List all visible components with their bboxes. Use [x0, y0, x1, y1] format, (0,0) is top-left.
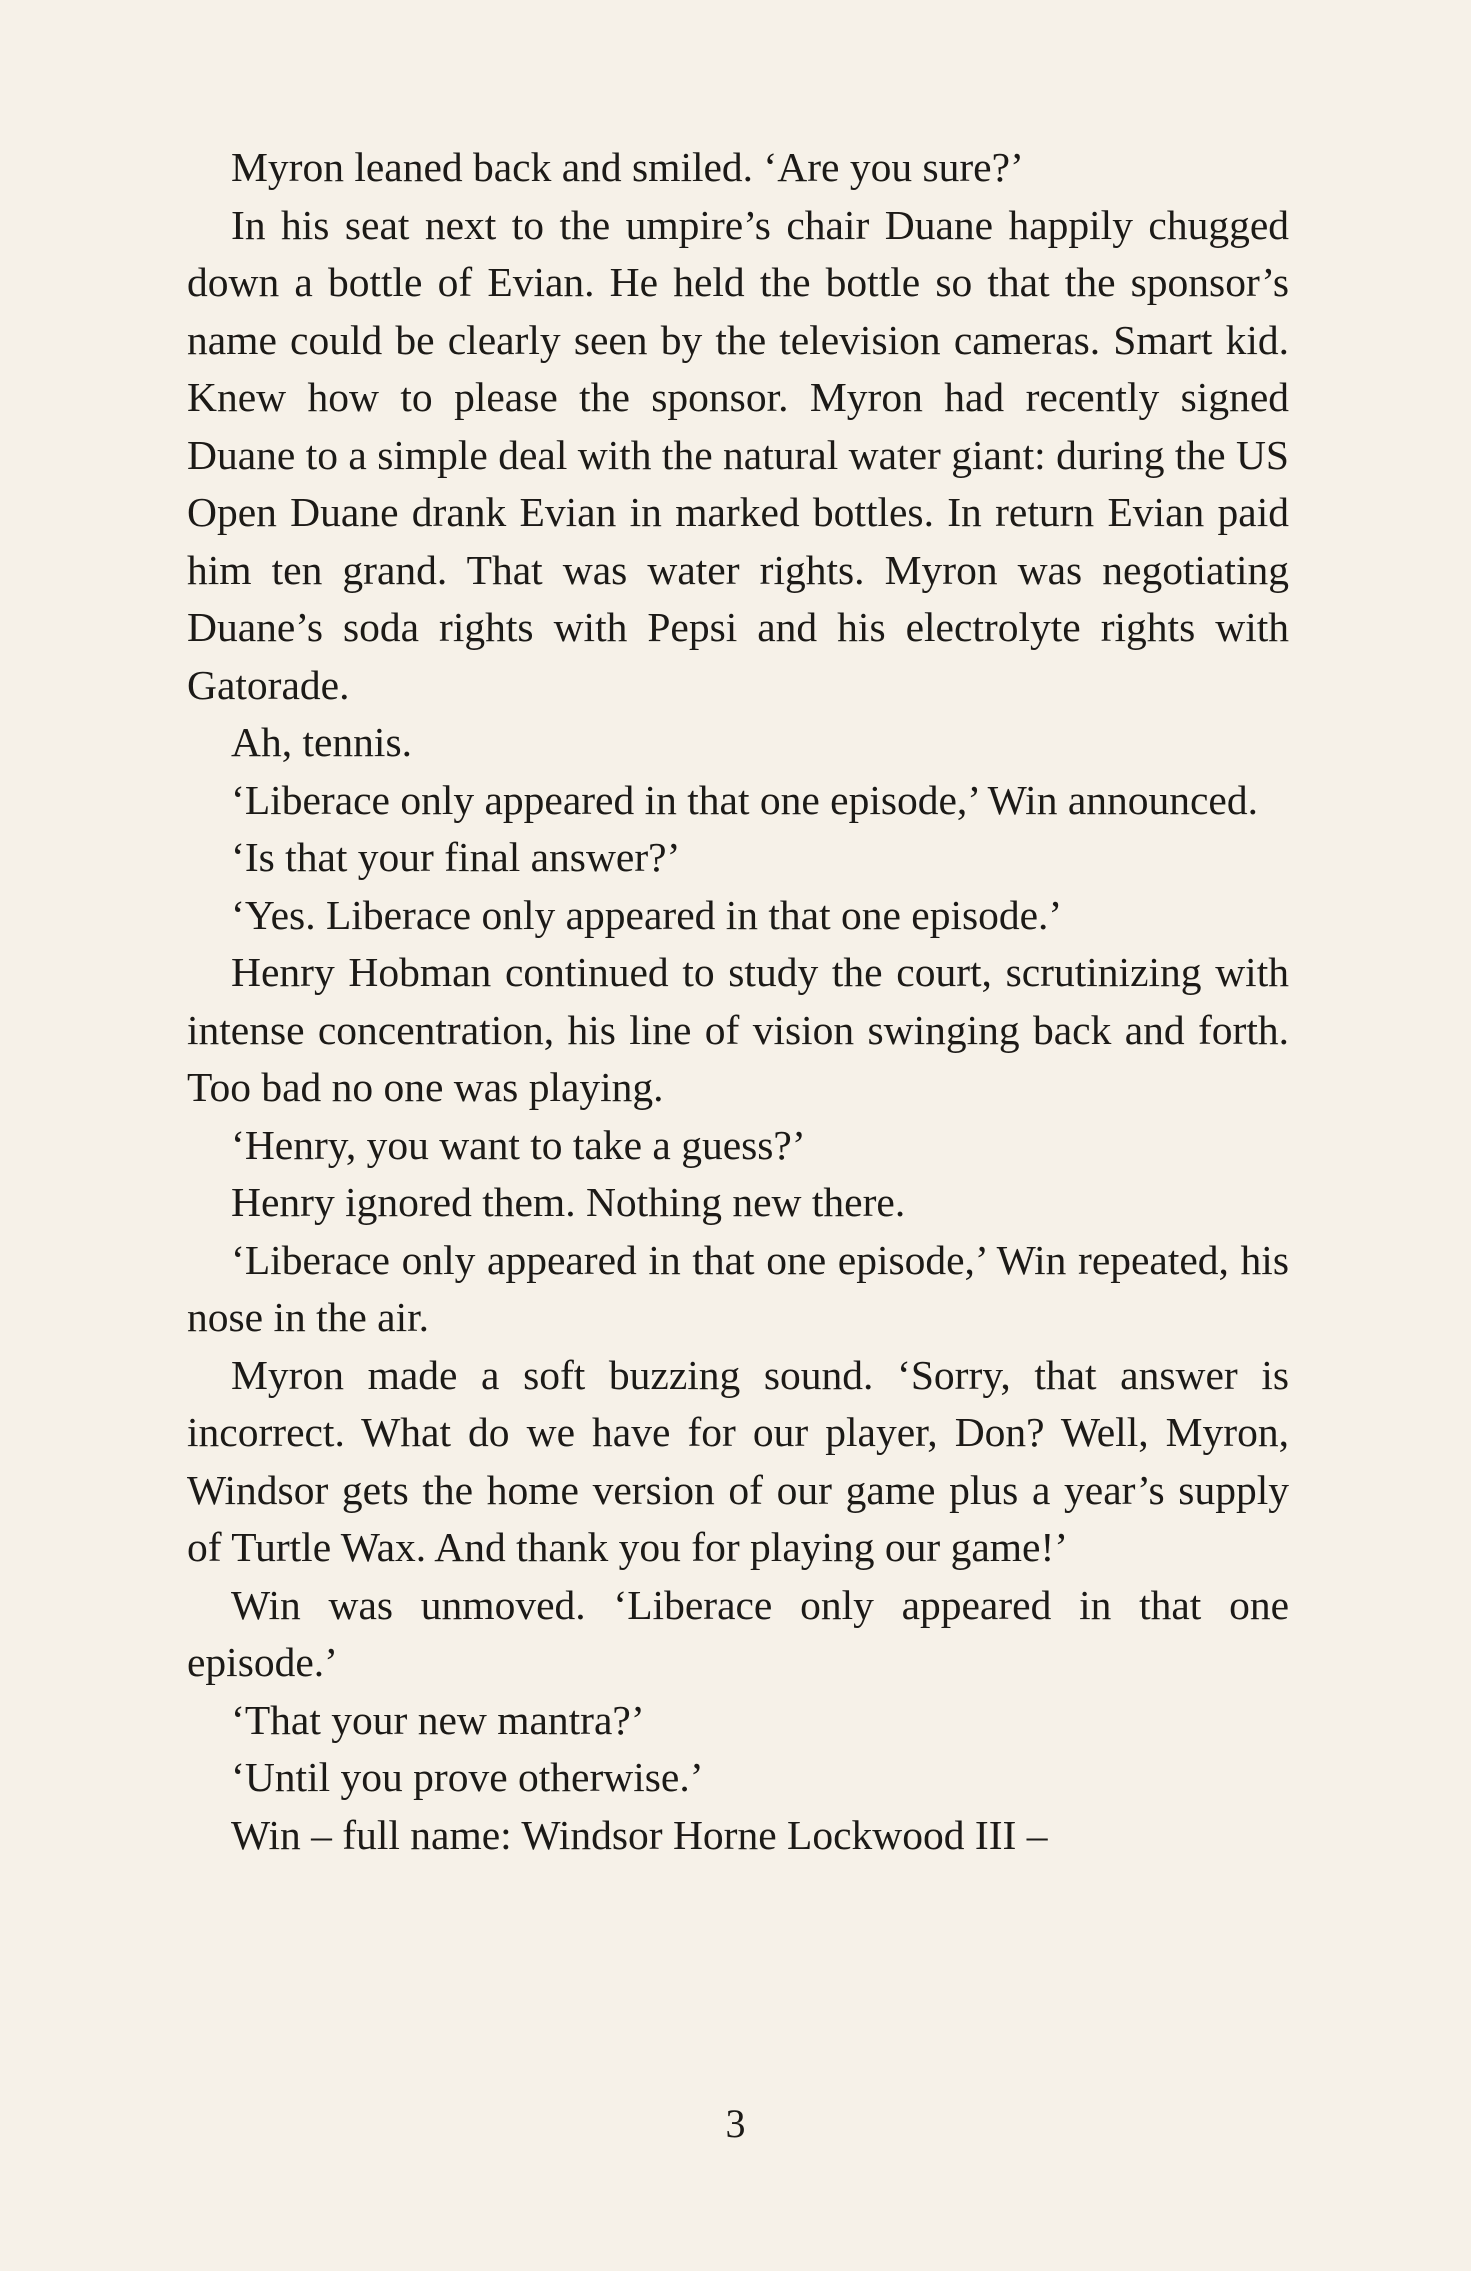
paragraph: ‘Yes. Liberace only appeared in that one episode.’ [231, 891, 1063, 938]
paragraph: ‘Is that your final answer?’ [231, 834, 681, 880]
paragraph: ‘Liberace only appeared in that one episode,’ Win announced. [231, 776, 1258, 823]
body-text [187, 139, 1289, 1864]
paragraph: Win – full name: Windsor Horne Lockwood III – [231, 1811, 1048, 1858]
paragraph: Myron leaned back and smiled. ‘Are you sure?’ [231, 144, 1024, 190]
paragraph: In his seat next to the umpire’s chair Duane happily chugged down a bottle of Evian. He held the bottle so that the sponsor’s name could be clearly seen by the television cameras. Smart kid. Knew how to please the sponsor. Myron had recently signed Duane to a simple deal with the natural water giant: during the US Open Duane drank Evian in marked bottles. In return Evian paid him ten grand. That was water rights. Myron was negotiating Duane’s soda rights with Pepsi and his electrolyte rights with Gatorade. [187, 201, 1289, 708]
paragraph: Win was unmoved. ‘Liberace only appeared in that one episode.’ [187, 1581, 1289, 1685]
paragraph: ‘Liberace only appeared in that one episode,’ Win repeated, his nose in the air. [187, 1236, 1289, 1340]
paragraph: Henry Hobman continued to study the court, scrutinizing with intense concentration, his line of vision swinging back and forth. Too bad no one was playing. [187, 949, 1289, 1110]
paragraph: ‘Until you prove otherwise.’ [231, 1754, 704, 1800]
paragraph: Myron made a soft buzzing sound. ‘Sorry, that answer is incorrect. What do we have for our player, Don? Well, Myron, Windsor gets the home version of our game plus a year’s supply of Turtle Wax. And thank you for playing our game!’ [187, 1351, 1289, 1570]
paragraph: ‘That your new mantra?’ [231, 1696, 645, 1743]
paragraph: Ah, tennis. [231, 719, 412, 765]
paragraph: Henry ignored them. Nothing new there. [231, 1179, 906, 1225]
page-number: 3 [725, 2101, 746, 2146]
paragraph: ‘Henry, you want to take a guess?’ [231, 1121, 806, 1168]
